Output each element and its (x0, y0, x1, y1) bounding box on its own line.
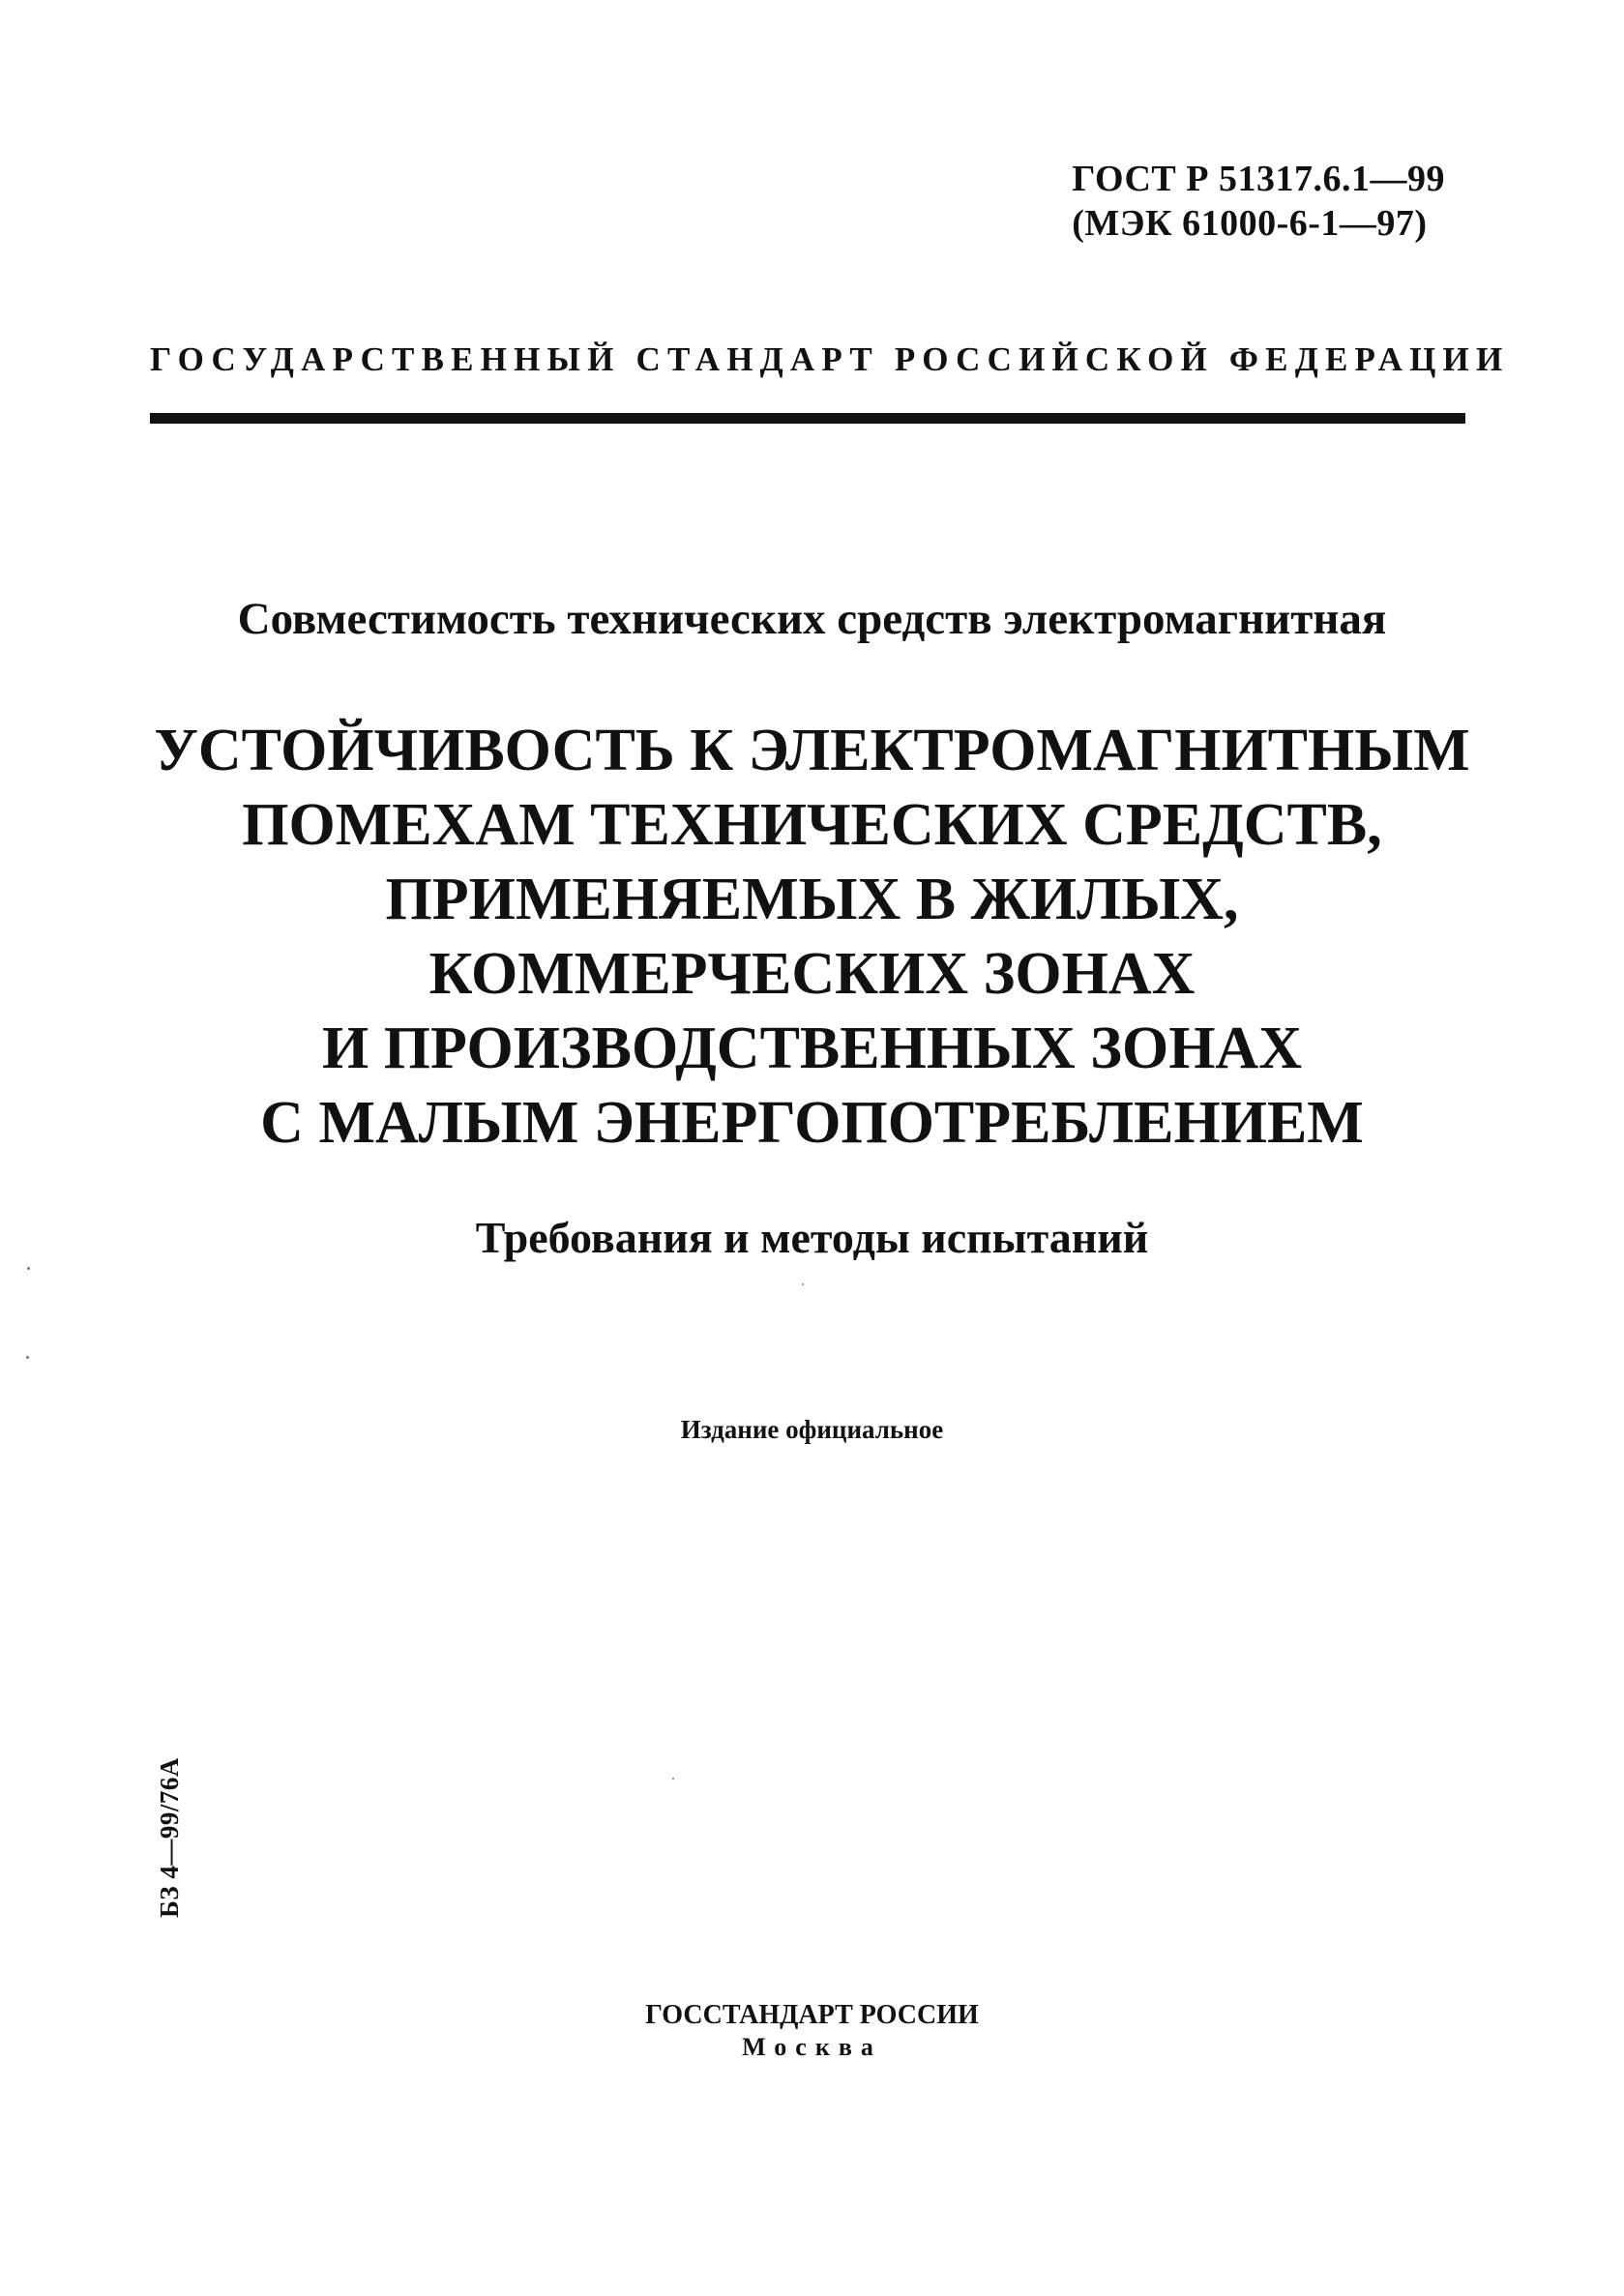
publisher-city: Москва (742, 2033, 882, 2061)
title-line: С МАЛЫМ ЭНЕРГОПОТРЕБЛЕНИЕМ (260, 1090, 1364, 1156)
standard-number-block (1072, 157, 1445, 246)
title-line: ПРИМЕНЯЕМЫХ В ЖИЛЫХ, (385, 867, 1239, 932)
scan-speck (672, 1778, 674, 1780)
document-title (0, 714, 1624, 1161)
title-line: УСТОЙЧИВОСТЬ К ЭЛЕКТРОМАГНИТНЫМ (154, 718, 1470, 783)
side-catalog-code: БЗ 4—99/76А (155, 1757, 184, 1918)
edition-label: Издание официальное (680, 1415, 944, 1444)
standard-number: ГОСТ Р 51317.6.1—99 (1072, 159, 1445, 199)
title-line: КОММЕРЧЕСКИХ ЗОНАХ (428, 941, 1196, 1007)
scan-speck (802, 1283, 804, 1285)
header-divider (150, 413, 1465, 424)
state-standard-header: ГОСУДАРСТВЕННЫЙ СТАНДАРТ РОССИЙСКОЙ ФЕДЕРАЦИИ (150, 340, 1510, 378)
title-line: ПОМЕХАМ ТЕХНИЧЕСКИХ СРЕДСТВ, (242, 792, 1382, 858)
publisher-name: ГОССТАНДАРТ РОССИИ (645, 2000, 979, 2030)
scan-speck (27, 1267, 30, 1270)
subject-line: Совместимость технических средств электромагнитная (237, 594, 1387, 644)
iec-standard-number: (МЭК 61000-6-1—97) (1072, 203, 1428, 244)
title-line: И ПРОИЗВОДСТВЕННЫХ ЗОНАХ (322, 1016, 1302, 1081)
publisher-block (0, 1999, 1624, 2063)
document-subtitle: Требования и методы испытаний (475, 1213, 1149, 1262)
scan-speck (26, 1356, 29, 1359)
